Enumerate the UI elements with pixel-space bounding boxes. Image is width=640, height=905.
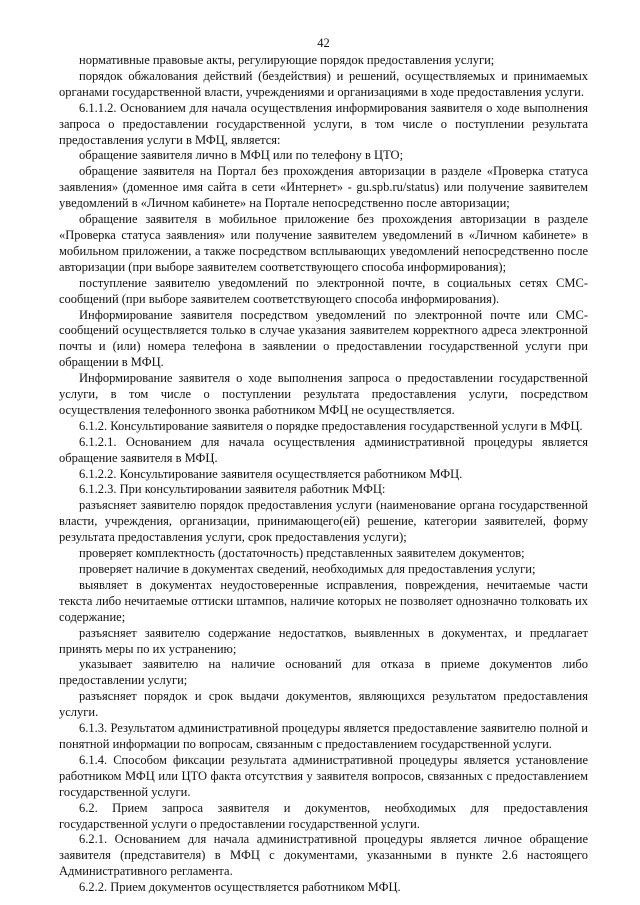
paragraph: разъясняет порядок и срок выдачи документов, являющихся результатом предоставления услуги. <box>59 689 588 720</box>
paragraph: обращение заявителя на Портал без прохождения авторизации в разделе «Проверка статуса заявления» (доменное имя сайта в сети «Интернет» - gu.spb.ru/status) или получение заявителем уведомлений в «Личном кабинете» на Портале непосредственно после авторизации; <box>59 164 588 211</box>
paragraph: нормативные правовые акты, регулирующие порядок предоставления услуги; <box>79 53 495 67</box>
paragraph: 6.1.2. Консультирование заявителя о порядке предоставления государственной услуги в МФЦ. <box>79 418 583 433</box>
paragraph: 6.1.2.1. Основанием для начала осуществления административной процедуры является обращение заявителя в МФЦ. <box>59 434 588 465</box>
paragraph: 6.1.3. Результатом административной процедуры является предоставление заявителю полной и понятной информации по вопросам, связанным с предоставлением государственной услуги. <box>59 721 588 751</box>
paragraph: 6.1.2.2. Консультирование заявителя осуществляется работником МФЦ. <box>79 466 463 481</box>
paragraph: обращение заявителя в мобильное приложение без прохождения авторизации в разделе «Проверка статуса заявления» или получение заявителем уведомлений в «Личном кабинете» в мобильном приложении, а также посредством всплывающих уведомлений непосредственно после авторизации (при выборе заявителем соответствующего способа информирования); <box>59 212 588 274</box>
paragraph: Информирование заявителя посредством уведомлений по электронной почте или СМС-сообщений осуществляется только в случае указания заявителем корректного адреса электронной почты и (или) номера телефона в заявлении о предоставлении государственной услуги при обращении в МФЦ. <box>59 307 588 370</box>
paragraph: 6.2.1. Основанием для начала административной процедуры является личное обращение заявителя (представителя) в МФЦ с документами, указанными в пункте 2.6 настоящего Административного регламента. <box>59 832 588 879</box>
paragraph: проверяет комплектность (достаточность) представленных заявителем документов; <box>79 546 525 561</box>
paragraph: проверяет наличие в документах сведений, необходимых для предоставления услуги; <box>79 562 536 576</box>
paragraph: разъясняет заявителю содержание недостатков, выявленных в документах, и предлагает принять меры по их устранению; <box>59 625 588 656</box>
paragraph: 6.1.2.3. При консультировании заявителя работник МФЦ: <box>79 482 386 497</box>
page-number: 42 <box>317 36 330 50</box>
paragraph: разъясняет заявителю порядок предоставления услуги (наименование органа государственной власти, учреждения, организации, принимающего(ей) решение, категории заявителей, форму результата предоставления услуги, срок предоставления услуги); <box>59 498 588 545</box>
paragraph: указывает заявителю на наличие оснований для отказа в приеме документов либо предоставлении услуги; <box>59 657 588 688</box>
paragraph: обращение заявителя лично в МФЦ или по телефону в ЦТО; <box>79 148 404 163</box>
paragraph: 6.2.2. Прием документов осуществляется работником МФЦ. <box>79 880 401 895</box>
paragraph: Информирование заявителя о ходе выполнения запроса о предоставлении государственной услуги, в том числе о поступлении результата предоставления услуги, посредством осуществления телефонного звонка работником МФЦ не осуществляется. <box>59 371 588 417</box>
document-body <box>59 53 588 896</box>
paragraph: поступление заявителю уведомлений по электронной почте, в социальных сетях СМС-сообщений (при выборе заявителем соответствующего способа информирования). <box>59 275 588 306</box>
paragraph: выявляет в документах неудостоверенные исправления, повреждения, нечитаемые части текста либо нечитаемые оттиски штампов, наличие которых не позволяет однозначно толковать их содержание; <box>59 577 588 624</box>
paragraph: 6.2. Прием запроса заявителя и документов, необходимых для предоставления государственной услуги о предоставлении государственной услуги. <box>59 800 588 831</box>
paragraph: 6.1.4. Способом фиксации результата административной процедуры является установление работником МФЦ или ЦТО факта отсутствия у заявителя вопросов, связанных с предоставлением государственной услуги. <box>59 752 588 799</box>
paragraph: порядок обжалования действий (бездействия) и решений, осуществляемых и принимаемых органами государственной власти, учреждениями и организациями в ходе предоставления услуги. <box>59 68 588 99</box>
paragraph: 6.1.1.2. Основанием для начала осуществления информирования заявителя о ходе выполнения запроса о предоставлении государственной услуги, в том числе о поступлении результата предоставления услуги в МФЦ, является: <box>59 100 588 147</box>
